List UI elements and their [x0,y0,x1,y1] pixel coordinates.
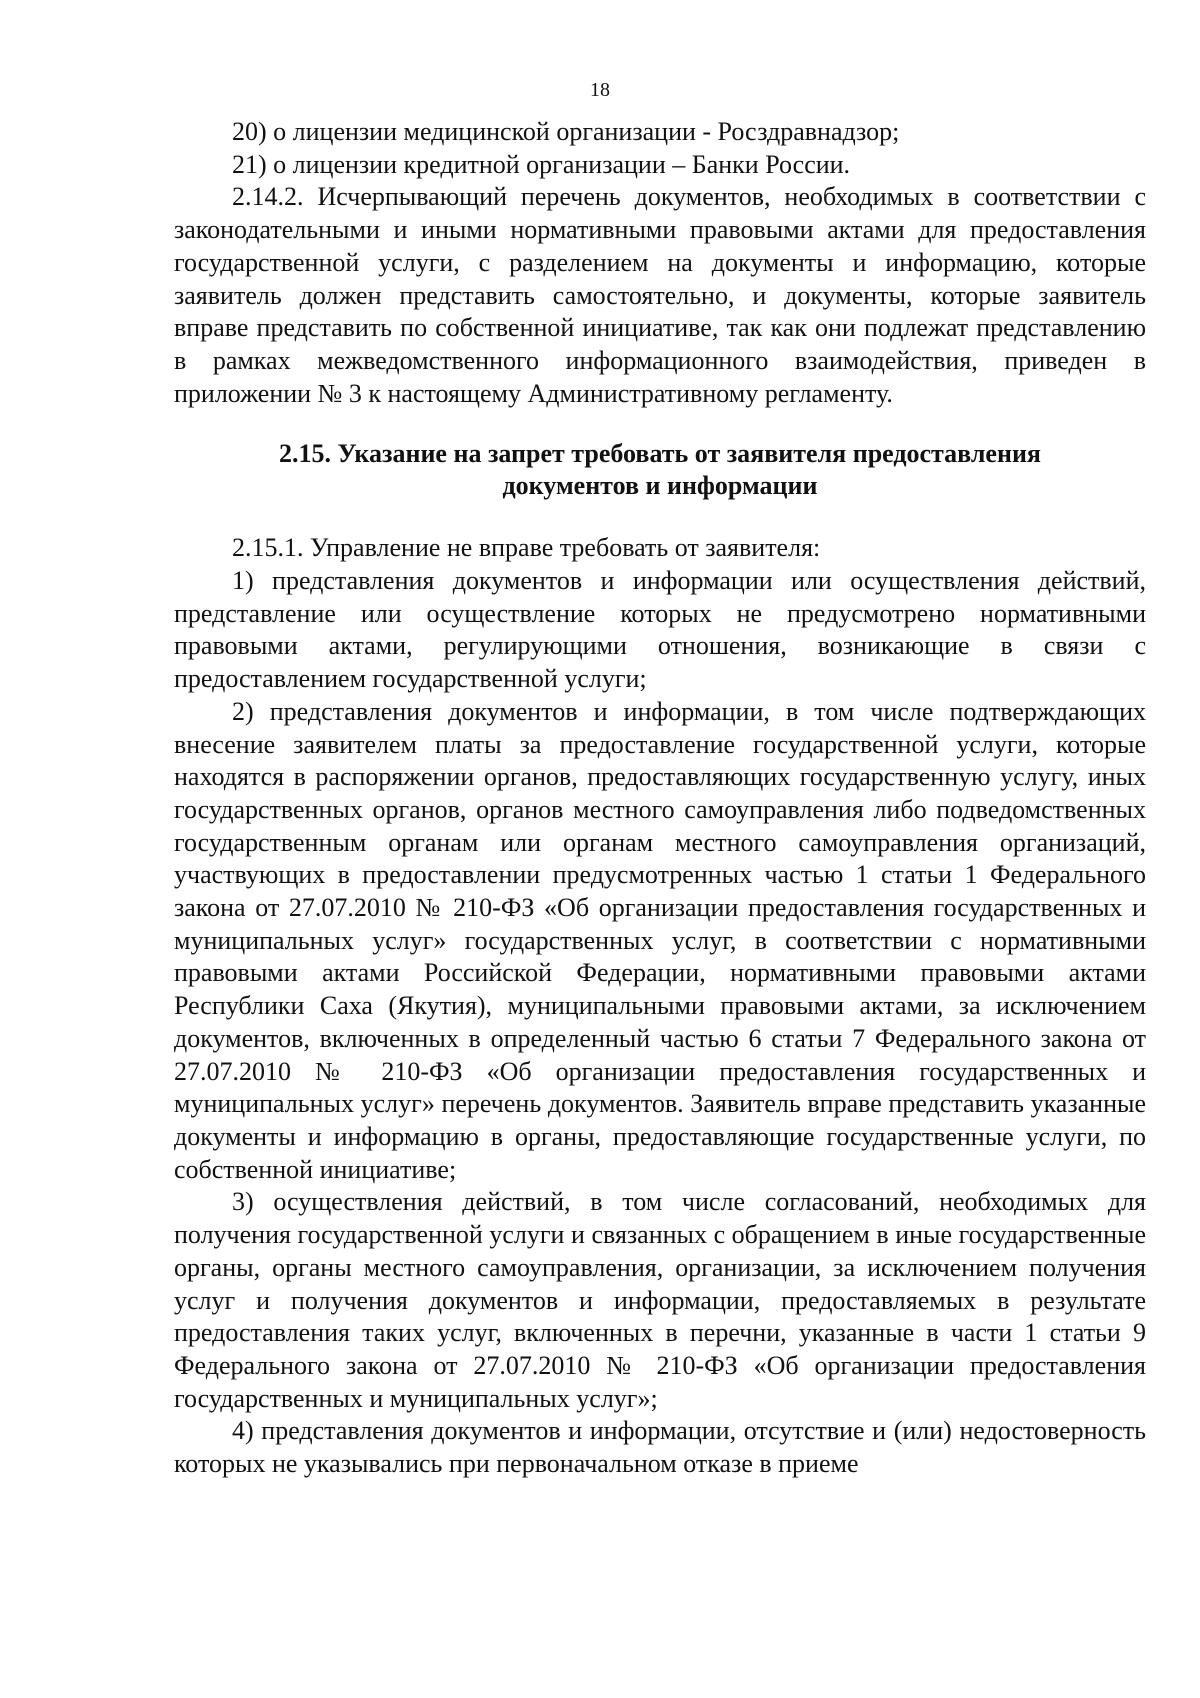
paragraph-2-15-1: 2.15.1. Управление не вправе требовать от заявителя: [232,533,821,563]
list-item-3: 3) осуществления действий, в том числе согласований, необходимых для получения государственной услуги и связанных с обращением в иные государственные органы, органы местного самоуправления, организации, за исключением получения услуг и получения документов и информации, предоставляемых в результате предоставления таких услуг, включенных в перечни, указанные в части 1 статьи 9 Федерального закона от 27.07.2010 № 210-ФЗ «Об организации предоставления государственных и муниципальных услуг»; [174,1187,1146,1413]
list-item-2: 2) представления документов и информации, в том числе подтверждающих внесение заявителем платы за предоставление государственной услуги, которые находятся в распоряжении органов, предоставляющих государственную услугу, иных государственных органов, органов местного самоуправления либо подведомственных государственным органам или органам местного самоуправления организаций, участвующих в предоставлении предусмотренных частью 1 статьи 1 Федерального закона от 27.07.2010 № 210-ФЗ «Об организации предоставления государственных и муниципальных услуг» государственных услуг, в соответствии с нормативными правовыми актами Российской Федерации, нормативными правовыми актами Республики Саха (Якутия), муниципальными правовыми актами, за исключением документов, включенных в определенный частью 6 статьи 7 Федерального закона от 27.07.2010 № 210-ФЗ «Об организации предоставления государственных и муниципальных услуг» перечень документов. Заявитель вправе представить указанные документы и информацию в органы, предоставляющие государственные услуги, по собственной инициативе; [174,696,1146,1184]
spacer [174,502,1146,532]
list-item-20: 20) о лицензии медицинской организации - Росздравнадзор; [232,117,900,146]
section-heading-line-2: документов и информации [502,471,818,501]
section-heading-2-15 [174,438,1146,502]
paragraph-2-14-2: 2.14.2. Исчерпывающий перечень документов, необходимых в соответствии с законодательными и иными нормативными правовыми актами для предоставления государственной услуги, с разделением на документы и информацию, которые заявитель должен представить самостоятельно, и документы, которые заявитель вправе представить по собственной инициативе, так как они подлежат представлению в рамках межведомственного информационного взаимодействия, приведен в приложении № 3 к настоящему Административному регламенту. [174,182,1146,408]
page-number: 18 [590,79,610,101]
list-item-21: 21) о лицензии кредитной организации – Банки России. [232,149,851,179]
document-body [174,116,1146,1481]
spacer [174,410,1146,438]
list-item-4: 4) представления документов и информации, отсутствие и (или) недостоверность которых не указывались при первоначальном отказе в приеме [174,1416,1146,1479]
section-heading-line-1: 2.15. Указание на запрет требовать от заявителя предоставления [278,439,1041,469]
list-item-1: 1) представления документов и информации или осуществления действий, представление или осуществление которых не предусмотрено нормативными правовыми актами, регулирующими отношения, возникающие в связи с предоставлением государственной услуги; [174,566,1146,694]
